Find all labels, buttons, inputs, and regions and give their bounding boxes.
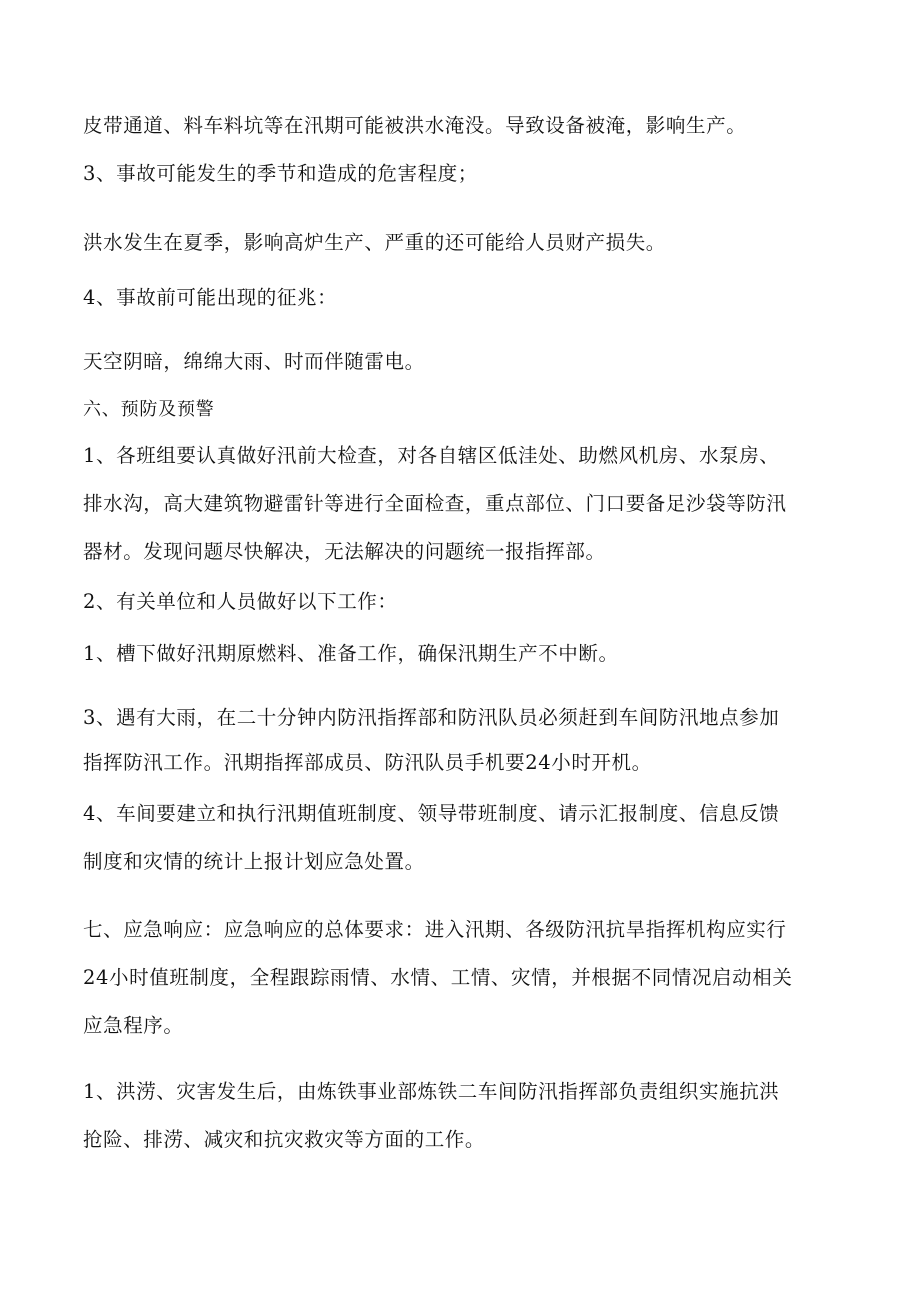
text-line-20: 抢险、排涝、减灾和抗灾救灾等方面的工作。	[83, 1128, 486, 1151]
text-line-12: 3、遇有大雨，在二十分钟内防汛指挥部和防汛队员必须赶到车间防汛地点参加	[83, 706, 780, 729]
text-line-14: 4、车间要建立和执行汛期值班制度、领导带班制度、请示汇报制度、信息反馈	[83, 802, 780, 825]
text-line-13: 指挥防汛工作。汛期指挥部成员、防汛队员手机要24小时开机。	[83, 751, 652, 774]
section-heading-7: 七、应急响应：应急响应的总体要求：进入汛期、各级防汛抗旱指挥机构应实行	[83, 918, 787, 941]
text-line-9: 器材。发现问题尽快解决，无法解决的问题统一报指挥部。	[83, 540, 606, 563]
text-line-2: 3、事故可能发生的季节和造成的危害程度；	[83, 162, 478, 185]
text-line-11: 1、槽下做好汛期原燃料、准备工作，确保汛期生产不中断。	[83, 642, 619, 665]
text-line-7: 1、各班组要认真做好汛前大检查，对各自辖区低洼处、助燃风机房、水泵房、	[83, 444, 780, 467]
text-line-18: 应急程序。	[83, 1014, 184, 1037]
section-heading-6: 六、预防及预警	[83, 399, 215, 420]
text-line-1: 皮带通道、料车料坑等在汛期可能被洪水淹没。导致设备被淹，影响生产。	[83, 114, 747, 137]
text-line-19: 1、洪涝、灾害发生后，由炼铁事业部炼铁二车间防汛指挥部负责组织实施抗洪	[83, 1080, 780, 1103]
text-line-17: 24小时值班制度，全程跟踪雨情、水情、工情、灾情，并根据不同情况启动相关	[83, 966, 793, 989]
text-line-15: 制度和灾情的统计上报计划应急处置。	[83, 850, 425, 873]
text-line-3: 洪水发生在夏季，影响高炉生产、严重的还可能给人员财产损失。	[83, 231, 666, 254]
text-line-8: 排水沟，高大建筑物避雷针等进行全面检查，重点部位、门口要备足沙袋等防汛	[83, 492, 787, 515]
text-line-10: 2、有关单位和人员做好以下工作：	[83, 590, 398, 613]
text-line-5: 天空阴暗，绵绵大雨、时而伴随雷电。	[83, 350, 425, 373]
text-line-4: 4、事故前可能出现的征兆：	[83, 286, 338, 309]
